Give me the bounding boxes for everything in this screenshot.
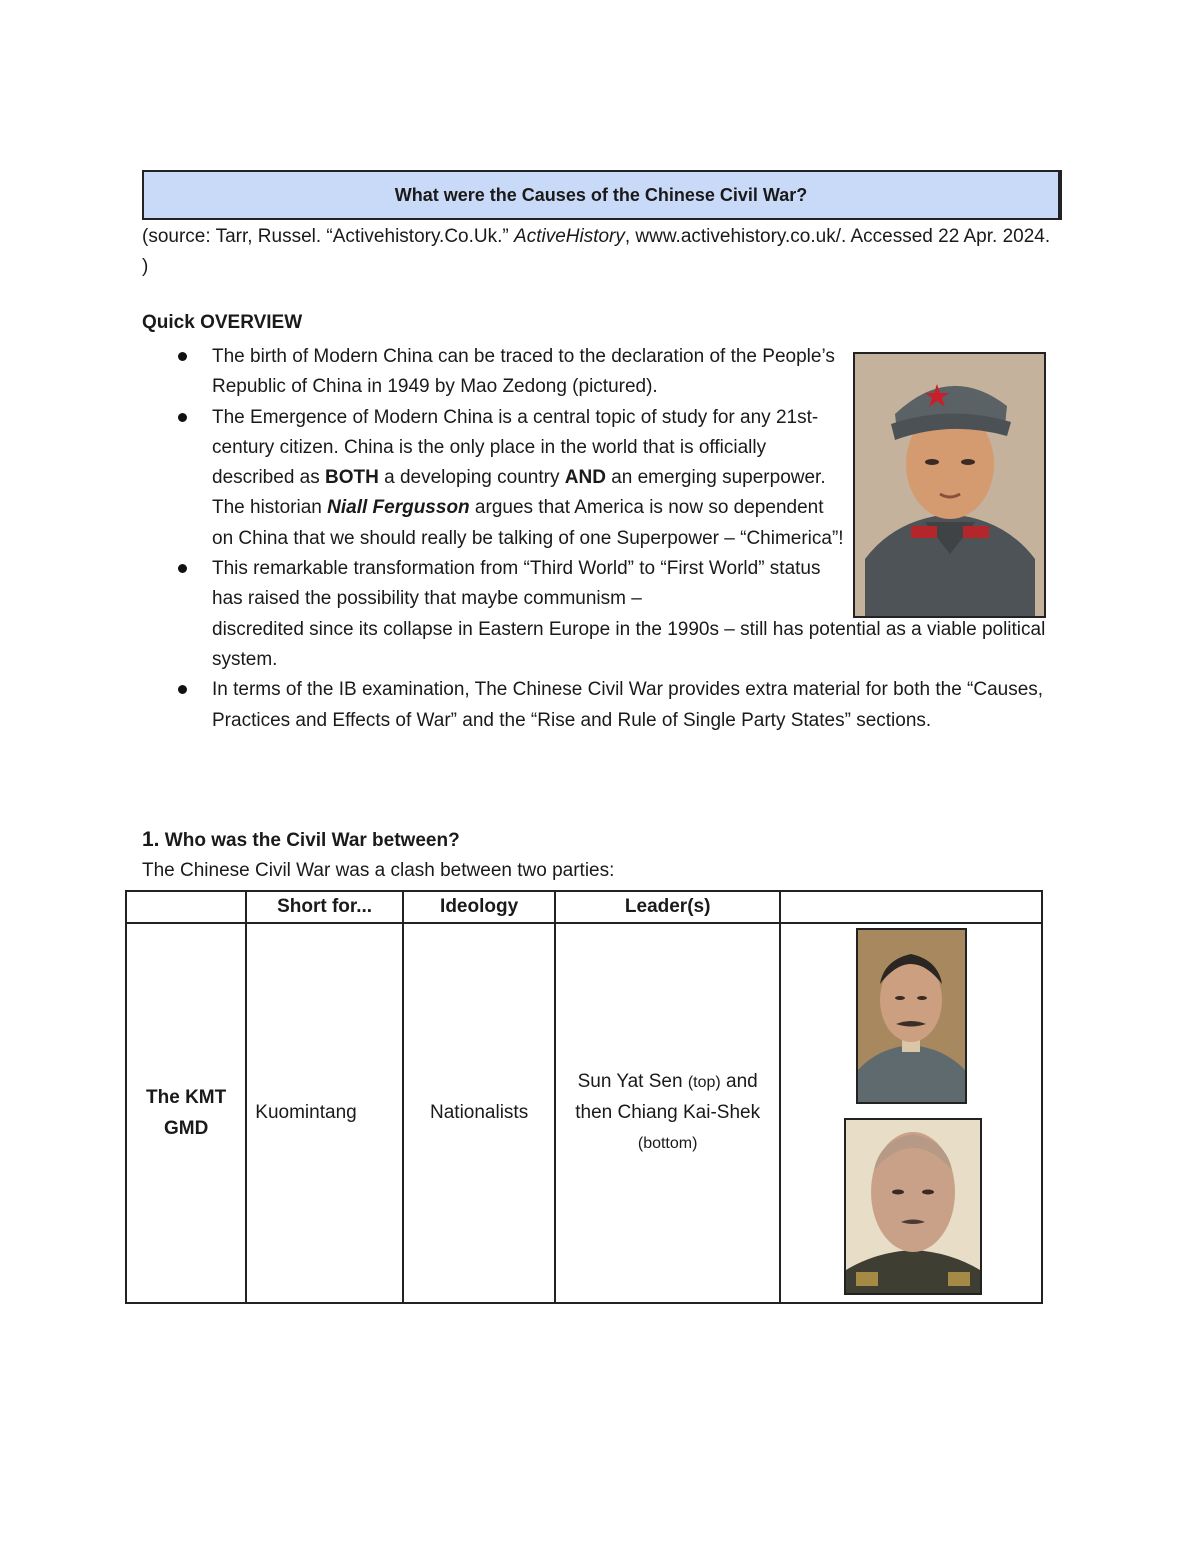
table-header-row (126, 891, 1042, 923)
bullet-dot-icon (178, 352, 187, 361)
column-header (126, 891, 246, 923)
sun-yat-sen-portrait-image (856, 928, 967, 1104)
section-1-intro: The Chinese Civil War was a clash between two parties: (142, 860, 615, 881)
column-header: Ideology (403, 891, 556, 923)
short-for-cell: Kuomintang (246, 923, 403, 1303)
ideology-cell: Nationalists (403, 923, 556, 1303)
column-header: Leader(s) (555, 891, 780, 923)
leaders-cell: Sun Yat Sen (top) and then Chiang Kai-Shek (bottom) (555, 923, 780, 1303)
section-1-heading: 1. Who was the Civil War between? (142, 828, 460, 851)
list-item: The birth of Modern China can be traced to the declaration of the People’s Republic of China in 1949 by Mao Zedong (pictured). (142, 342, 844, 403)
table-row (126, 923, 1042, 1303)
parties-table (125, 890, 1043, 1304)
document-title: What were the Causes of the Chinese Civil War? (394, 184, 808, 205)
party-name-cell: The KMT GMD (126, 923, 246, 1303)
chiang-kai-shek-portrait-image (844, 1118, 982, 1295)
chiang-kai-shek-portrait-icon (846, 1120, 980, 1293)
source-prefix: (source: Tarr, Russel. “Activehistory.Co.Uk.” (142, 226, 515, 247)
bullet-dot-icon (178, 564, 187, 573)
mao-portrait-image (853, 352, 1046, 618)
source-italic: ActiveHistory (514, 226, 625, 247)
column-header: Short for... (246, 891, 403, 923)
overview-heading: Quick OVERVIEW (142, 312, 303, 333)
list-item: In terms of the IB examination, The Chinese Civil War provides extra material for both the “Causes, Practices and Effects of War” and the “Rise and Rule of Single Party States” sections. (142, 675, 1057, 736)
source-citation (142, 222, 1057, 282)
source-suffix: , www.activehistory.co.uk/. Accessed 22 Apr. 2024. ) (142, 226, 1051, 277)
column-header (780, 891, 1042, 923)
list-item: The Emergence of Modern China is a central topic of study for any 21st-century citizen. China is the only place in the world that is officially described as BOTH a developing country AND an emerging superpower. The historian Niall Fergusson argues that America is now so dependent on China that we should really be talking of one Superpower – “Chimerica”! (142, 403, 844, 554)
mao-portrait-icon (855, 354, 1044, 616)
leader-photos-cell (780, 923, 1042, 1303)
bullet-dot-icon (178, 685, 187, 694)
bullet-dot-icon (178, 413, 187, 422)
list-item: This remarkable transformation from “Third World” to “First World” status has raised the possibility that maybe communism – discredited since its collapse in Eastern Europe in the 1990s – still has potential as a viable political system. (142, 554, 1057, 675)
sun-yat-sen-portrait-icon (858, 930, 965, 1102)
document-title-box (142, 170, 1062, 220)
